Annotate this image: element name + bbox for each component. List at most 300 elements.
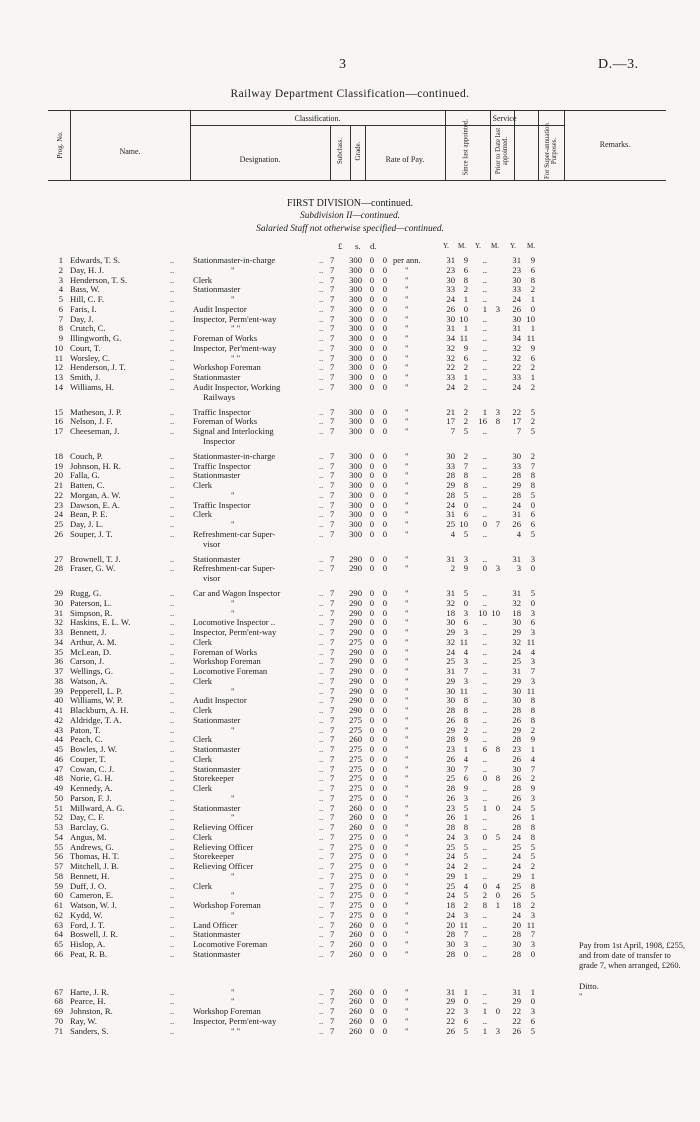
- row-pay-shillings: 0: [369, 861, 374, 872]
- row-super-months: 5: [530, 851, 535, 862]
- row-pay-shillings: 0: [369, 939, 374, 950]
- page-number: 3: [339, 57, 346, 72]
- row-designation: " ": [231, 352, 241, 363]
- row-pay-pounds: 260: [349, 812, 362, 823]
- leader-dots: ..: [170, 588, 175, 599]
- row-number: 23: [54, 499, 63, 510]
- header-superannuation: For Super-annuation Purposes.: [544, 123, 558, 179]
- leader-dots: ..: [170, 470, 175, 481]
- row-prior-years: ..: [482, 675, 487, 686]
- leader-dots: ..: [170, 646, 175, 657]
- row-designation: Clerk: [193, 783, 213, 794]
- row-pay-shillings: 0: [369, 406, 374, 417]
- row-number: 61: [54, 900, 63, 911]
- leader-dots: ..: [319, 607, 324, 618]
- row-since-years: 26: [446, 303, 455, 314]
- row-prior-years: ..: [482, 274, 487, 285]
- row-since-months: 0: [463, 597, 468, 608]
- row-super-years: 24: [512, 499, 521, 510]
- row-pay-pence: 0: [382, 489, 387, 500]
- row-since-years: 32: [446, 352, 455, 363]
- row-prior-months: 3: [495, 1025, 500, 1036]
- row-pay-pounds: 275: [349, 763, 362, 774]
- row-name: Illingworth, G.: [70, 333, 122, 343]
- row-per: ": [405, 470, 409, 481]
- row-since-years: 24: [446, 499, 455, 510]
- row-per: ": [405, 802, 409, 813]
- leader-dots: ..: [170, 948, 175, 959]
- row-super-months: 8: [530, 880, 535, 891]
- row-since-years: 30: [446, 763, 455, 774]
- row-number: 20: [54, 470, 63, 481]
- row-designation: Audit Inspector, Working: [193, 381, 281, 392]
- row-per: ": [405, 695, 409, 706]
- row-super-months: 5: [530, 841, 535, 852]
- row-super-months: 1: [530, 812, 535, 823]
- row-pay-shillings: 0: [369, 372, 374, 382]
- leader-dots: ..: [319, 303, 324, 314]
- row-prior-years: ..: [482, 264, 487, 275]
- row-per: ": [405, 426, 409, 437]
- row-since-months: 2: [463, 724, 468, 735]
- row-number: 69: [54, 1006, 63, 1017]
- row-per: ": [405, 528, 409, 539]
- leader-dots: ..: [170, 519, 175, 530]
- row-pay-pounds: 300: [349, 416, 362, 427]
- row-since-months: 6: [463, 617, 468, 628]
- row-name: Day, J.: [70, 313, 94, 324]
- division-heading: FIRST DIVISION—continued.: [287, 198, 413, 209]
- row-number: 67: [54, 986, 63, 997]
- row-name: Morgan, A. W.: [70, 489, 121, 500]
- row-grade: 7: [330, 861, 335, 872]
- row-super-months: 10: [526, 313, 535, 324]
- row-designation: ": [231, 685, 235, 696]
- row-since-years: 2: [450, 563, 455, 574]
- row-since-months: 2: [463, 900, 468, 911]
- leader-dots: ..: [319, 851, 324, 862]
- row-pay-shillings: 0: [369, 333, 374, 343]
- row-grade: 7: [330, 812, 335, 823]
- row-designation: Clerk: [193, 734, 213, 745]
- row-pay-pounds: 300: [349, 519, 362, 530]
- row-name: Batten, C.: [70, 480, 105, 491]
- row-prior-months: 7: [495, 519, 500, 530]
- leader-dots: ..: [170, 851, 175, 862]
- leader-dots: ..: [170, 460, 175, 471]
- leader-dots: ..: [319, 783, 324, 794]
- row-prior-years: ..: [482, 470, 487, 481]
- row-since-months: 1: [463, 812, 468, 823]
- row-super-years: 26: [512, 792, 521, 803]
- row-prior-years: ..: [482, 294, 487, 304]
- row-pay-shillings: 0: [369, 822, 374, 833]
- row-since-months: 3: [463, 831, 468, 842]
- row-pay-pence: 0: [382, 939, 387, 950]
- leader-dots: ..: [170, 352, 175, 363]
- row-pay-shillings: 0: [369, 627, 374, 638]
- leader-dots: ..: [319, 627, 324, 638]
- row-designation-cont: Inspector: [203, 435, 235, 446]
- leader-dots: ..: [319, 323, 324, 334]
- row-super-months: 1: [530, 294, 535, 304]
- row-pay-shillings: 0: [369, 607, 374, 618]
- row-grade: 7: [330, 783, 335, 794]
- row-since-months: 4: [463, 753, 468, 764]
- row-pay-pounds: 290: [349, 646, 362, 657]
- row-per: ": [405, 313, 409, 324]
- row-pay-pence: 0: [382, 831, 387, 842]
- row-pay-pence: 0: [382, 563, 387, 574]
- row-designation: Stationmaster: [193, 763, 241, 774]
- row-pay-pounds: 275: [349, 773, 362, 784]
- row-super-years: 24: [512, 381, 521, 392]
- row-pay-pounds: 275: [349, 724, 362, 735]
- row-designation: Signal and Interlocking: [193, 426, 274, 437]
- leader-dots: ..: [319, 646, 324, 657]
- row-name: Edwards, T. S.: [70, 255, 121, 265]
- row-super-months: 11: [526, 685, 535, 696]
- row-pay-pence: 0: [382, 656, 387, 667]
- row-pay-pounds: 290: [349, 588, 362, 599]
- row-super-months: 5: [530, 890, 535, 901]
- row-prior-years: ..: [482, 597, 487, 608]
- remark-harte: Ditto.: [579, 981, 599, 991]
- row-pay-pence: 0: [382, 607, 387, 618]
- row-since-years: 29: [446, 675, 455, 686]
- leader-dots: ..: [319, 841, 324, 852]
- row-pay-shillings: 0: [369, 1025, 374, 1036]
- row-per: ": [405, 870, 409, 881]
- row-super-months: 6: [530, 519, 535, 530]
- row-pay-pounds: 260: [349, 802, 362, 813]
- row-prior-years: ..: [482, 986, 487, 997]
- leader-dots: ..: [170, 890, 175, 901]
- row-name: Falla, G.: [70, 470, 100, 481]
- row-grade: 7: [330, 763, 335, 774]
- row-designation: ": [231, 812, 235, 823]
- leader-dots: ..: [170, 861, 175, 872]
- row-number: 65: [54, 939, 63, 950]
- row-number: 68: [54, 996, 63, 1007]
- row-super-months: 3: [530, 607, 535, 618]
- row-per: ": [405, 284, 409, 295]
- row-number: 32: [54, 617, 63, 628]
- row-prior-months: 4: [495, 880, 500, 891]
- row-number: 71: [54, 1025, 63, 1036]
- leader-dots: ..: [319, 499, 324, 510]
- leader-dots: ..: [319, 714, 324, 725]
- row-per: ": [405, 656, 409, 667]
- row-since-years: 31: [446, 666, 455, 677]
- row-super-years: 24: [512, 802, 521, 813]
- row-per: ": [405, 381, 409, 392]
- row-super-years: 31: [512, 255, 521, 265]
- row-designation: Workshop Foreman: [193, 656, 261, 667]
- row-name: Faris, I.: [70, 303, 97, 314]
- row-number: 5: [58, 294, 63, 304]
- row-name: Kennedy, A.: [70, 783, 113, 794]
- row-pay-pence: 0: [382, 499, 387, 510]
- row-grade: 7: [330, 470, 335, 481]
- leader-dots: ..: [319, 460, 324, 471]
- row-pay-shillings: 0: [369, 763, 374, 774]
- row-number: 35: [54, 646, 63, 657]
- row-grade: 7: [330, 342, 335, 353]
- row-since-months: 7: [463, 460, 468, 471]
- leader-dots: ..: [170, 597, 175, 608]
- leader-dots: ..: [170, 939, 175, 950]
- row-prior-years: 0: [482, 773, 487, 784]
- row-pay-pounds: 300: [349, 460, 362, 471]
- row-pay-pence: 0: [382, 734, 387, 745]
- row-designation: ": [231, 724, 235, 735]
- row-name: Parson, F. J.: [70, 792, 112, 803]
- row-super-months: 2: [530, 900, 535, 911]
- row-number: 10: [54, 342, 63, 353]
- row-pay-shillings: 0: [369, 1015, 374, 1026]
- row-super-years: 30: [512, 939, 521, 950]
- leader-dots: ..: [170, 264, 175, 275]
- row-since-months: 4: [463, 880, 468, 891]
- row-pay-pounds: 290: [349, 607, 362, 618]
- row-since-months: 2: [463, 362, 468, 373]
- leader-dots: ..: [319, 919, 324, 930]
- row-pay-shillings: 0: [369, 841, 374, 852]
- row-per: ": [405, 851, 409, 862]
- row-super-years: 24: [512, 294, 521, 304]
- row-pay-pence: 0: [382, 264, 387, 275]
- row-designation: Workshop Foreman: [193, 1006, 261, 1017]
- row-per: ": [405, 264, 409, 275]
- row-grade: 7: [330, 313, 335, 324]
- row-pay-pence: 0: [382, 480, 387, 491]
- row-pay-pounds: 290: [349, 705, 362, 716]
- leader-dots: ..: [170, 986, 175, 997]
- row-pay-shillings: 0: [369, 996, 374, 1007]
- row-since-months: 10: [459, 519, 468, 530]
- row-super-years: 29: [512, 724, 521, 735]
- row-since-years: 30: [446, 939, 455, 950]
- row-name: Wellings, G.: [70, 666, 113, 677]
- row-grade: 7: [330, 734, 335, 745]
- row-prior-years: 1: [482, 406, 487, 417]
- row-per: ": [405, 460, 409, 471]
- row-name: Hill, C. F.: [70, 294, 104, 304]
- row-pay-pounds: 300: [349, 284, 362, 295]
- row-prior-months: 0: [495, 890, 500, 901]
- row-designation: Inspector, Perm'ent-way: [193, 313, 277, 324]
- row-super-years: 4: [516, 528, 521, 539]
- row-grade: 7: [330, 303, 335, 314]
- row-pay-shillings: 0: [369, 294, 374, 304]
- row-pay-shillings: 0: [369, 284, 374, 295]
- row-grade: 7: [330, 426, 335, 437]
- row-super-months: 0: [530, 499, 535, 510]
- row-since-years: 20: [446, 919, 455, 930]
- row-super-months: 8: [530, 470, 535, 481]
- row-super-years: 18: [512, 900, 521, 911]
- row-per: ": [405, 744, 409, 755]
- row-since-years: 25: [446, 880, 455, 891]
- row-super-years: 22: [512, 362, 521, 373]
- leader-dots: ..: [170, 909, 175, 920]
- row-super-years: 32: [512, 352, 521, 363]
- row-grade: 7: [330, 996, 335, 1007]
- row-pay-shillings: 0: [369, 460, 374, 471]
- row-prior-years: 8: [482, 900, 487, 911]
- row-designation: Inspector, Per'ment-way: [193, 342, 277, 353]
- row-pay-shillings: 0: [369, 909, 374, 920]
- row-super-years: 30: [512, 450, 521, 461]
- row-super-months: 0: [530, 996, 535, 1007]
- row-grade: 7: [330, 519, 335, 530]
- row-designation: Clerk: [193, 880, 213, 891]
- row-since-months: 5: [463, 851, 468, 862]
- unit-pence: d.: [370, 241, 377, 251]
- row-super-months: 3: [530, 627, 535, 638]
- row-pay-pounds: 260: [349, 1006, 362, 1017]
- row-since-months: 6: [463, 264, 468, 275]
- row-grade: 7: [330, 372, 335, 382]
- leader-dots: ..: [319, 470, 324, 481]
- row-grade: 7: [330, 695, 335, 706]
- row-super-years: 31: [512, 666, 521, 677]
- leader-dots: ..: [170, 919, 175, 930]
- row-prior-years: ..: [482, 372, 487, 382]
- leader-dots: ..: [319, 986, 324, 997]
- leader-dots: ..: [170, 274, 175, 285]
- row-since-months: 5: [463, 802, 468, 813]
- row-pay-pounds: 260: [349, 929, 362, 940]
- header-designation: Designation.: [239, 155, 281, 164]
- row-name: Johnson, H. R.: [70, 460, 121, 471]
- row-since-months: 3: [463, 1006, 468, 1017]
- row-since-years: 32: [446, 597, 455, 608]
- row-name: Couch, P.: [70, 450, 103, 461]
- row-per: ": [405, 909, 409, 920]
- row-super-months: 6: [530, 617, 535, 628]
- row-pay-shillings: 0: [369, 255, 374, 265]
- row-super-years: 32: [512, 636, 521, 647]
- row-number: 56: [54, 851, 63, 862]
- row-since-years: 28: [446, 470, 455, 481]
- row-super-years: 26: [512, 753, 521, 764]
- row-grade: 7: [330, 666, 335, 677]
- row-pay-pence: 0: [382, 426, 387, 437]
- row-super-years: 26: [512, 890, 521, 901]
- leader-dots: ..: [319, 426, 324, 437]
- row-since-years: 26: [446, 812, 455, 823]
- row-pay-shillings: 0: [369, 714, 374, 725]
- row-super-months: 9: [530, 734, 535, 745]
- row-number: 24: [54, 509, 63, 520]
- row-designation: Workshop Foreman: [193, 362, 261, 373]
- row-number: 44: [54, 734, 63, 745]
- row-pay-shillings: 0: [369, 528, 374, 539]
- row-pay-shillings: 0: [369, 646, 374, 657]
- row-since-years: 31: [446, 588, 455, 599]
- row-grade: 7: [330, 333, 335, 343]
- row-name: Bean, P. E.: [70, 509, 108, 520]
- row-pay-shillings: 0: [369, 1006, 374, 1017]
- row-since-years: 31: [446, 323, 455, 334]
- row-number: 18: [54, 450, 63, 461]
- row-super-months: 5: [530, 802, 535, 813]
- leader-dots: ..: [170, 841, 175, 852]
- staff-table-body: [0, 240, 700, 1110]
- row-pay-pence: 0: [382, 744, 387, 755]
- row-pay-shillings: 0: [369, 929, 374, 940]
- row-since-years: 32: [446, 636, 455, 647]
- row-number: 9: [58, 333, 63, 343]
- row-grade: 7: [330, 802, 335, 813]
- row-number: 19: [54, 460, 63, 471]
- row-number: 13: [54, 372, 63, 382]
- row-super-years: 25: [512, 656, 521, 667]
- row-pay-shillings: 0: [369, 499, 374, 510]
- row-per: ": [405, 812, 409, 823]
- row-pay-pounds: 300: [349, 274, 362, 285]
- row-pay-shillings: 0: [369, 919, 374, 930]
- leader-dots: ..: [170, 695, 175, 706]
- row-name: Cowan, C. J.: [70, 763, 115, 774]
- row-since-years: 18: [446, 900, 455, 911]
- leader-dots: ..: [319, 333, 324, 343]
- row-pay-pence: 0: [382, 303, 387, 314]
- row-per: ": [405, 294, 409, 304]
- row-since-months: 8: [463, 480, 468, 491]
- leader-dots: ..: [319, 342, 324, 353]
- row-per: ": [405, 519, 409, 530]
- row-number: 28: [54, 563, 63, 574]
- row-pay-pence: 0: [382, 1015, 387, 1026]
- row-super-months: 6: [530, 509, 535, 520]
- row-since-months: 3: [463, 553, 468, 564]
- row-pay-pence: 0: [382, 352, 387, 363]
- row-since-years: 34: [446, 333, 455, 343]
- leader-dots: ..: [170, 802, 175, 813]
- row-pay-shillings: 0: [369, 802, 374, 813]
- row-prior-months: 3: [495, 406, 500, 417]
- row-since-years: 23: [446, 802, 455, 813]
- row-prior-years: ..: [482, 861, 487, 872]
- row-grade: 7: [330, 597, 335, 608]
- leader-dots: ..: [170, 714, 175, 725]
- row-since-years: 30: [446, 313, 455, 324]
- row-pay-pounds: 290: [349, 675, 362, 686]
- row-pay-shillings: 0: [369, 880, 374, 891]
- row-pay-pounds: 275: [349, 792, 362, 803]
- row-name: Worsley, C.: [70, 352, 111, 363]
- row-pay-pence: 0: [382, 450, 387, 461]
- row-pay-pounds: 275: [349, 880, 362, 891]
- row-pay-pounds: 275: [349, 900, 362, 911]
- row-super-months: 1: [530, 744, 535, 755]
- row-number: 55: [54, 841, 63, 852]
- row-super-months: 5: [530, 588, 535, 599]
- leader-dots: ..: [319, 528, 324, 539]
- row-grade: 7: [330, 627, 335, 638]
- leader-dots: ..: [319, 519, 324, 530]
- row-name: Day, J. L.: [70, 519, 104, 530]
- row-number: 25: [54, 519, 63, 530]
- row-pay-pounds: 290: [349, 685, 362, 696]
- row-number: 50: [54, 792, 63, 803]
- row-prior-years: 16: [478, 416, 487, 427]
- row-since-years: 26: [446, 753, 455, 764]
- row-grade: 7: [330, 744, 335, 755]
